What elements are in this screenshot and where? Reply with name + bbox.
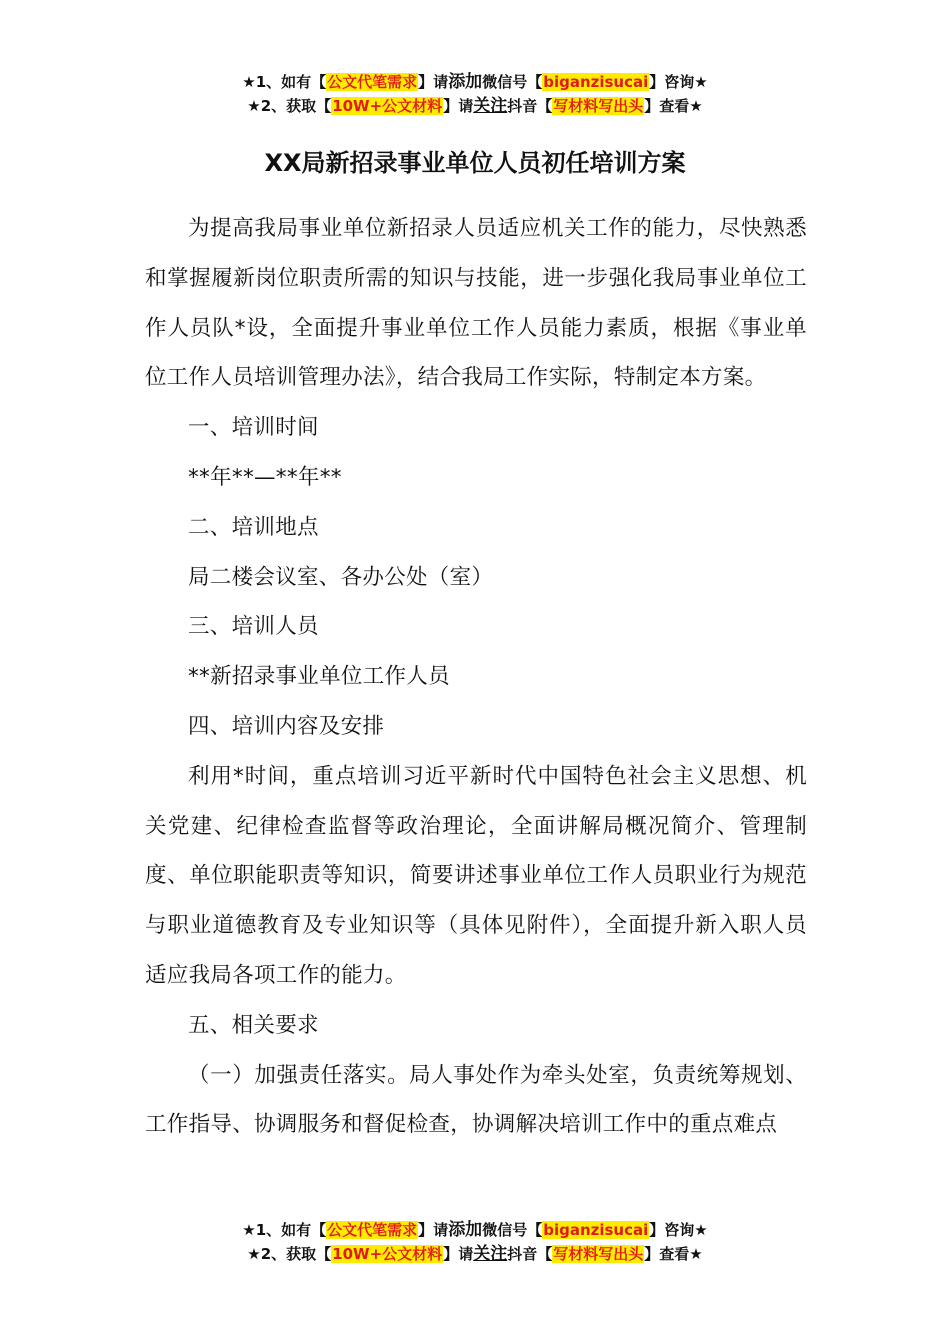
star-icon: ★: [694, 1221, 708, 1239]
highlight-text: 写材料写出头: [553, 1245, 644, 1263]
document-body: [145, 204, 807, 1150]
banner-line-1: ★1、如有【公文代笔需求】请添加微信号【biganzisucai】咨询★: [242, 72, 708, 92]
intro-paragraph: 为提高我局事业单位新招录人员适应机关工作的能力，尽快熟悉和掌握履新岗位职责所需的知识与技能，进一步强化我局事业单位工作人员队*设，全面提升事业单位工作人员能力素质，根据《事业单位工作人员培训管理办法》，结合我局工作实际，特制定本方案。: [145, 216, 807, 391]
training-participants: **新招录事业单位工作人员: [188, 664, 450, 690]
star-icon: ★: [247, 1245, 261, 1263]
highlight-text: 公文代笔需求: [327, 1221, 418, 1239]
footer-banner: [0, 1218, 950, 1266]
star-icon: ★: [689, 97, 703, 115]
highlight-text: 公文代笔需求: [327, 73, 418, 91]
star-icon: ★: [247, 97, 261, 115]
banner-line-2: ★2、获取【10W+公文材料】请关注抖音【写材料写出头】查看★: [247, 1244, 703, 1264]
wechat-id: biganzisucai: [543, 1221, 649, 1239]
banner-line-1: ★1、如有【公文代笔需求】请添加微信号【biganzisucai】咨询★: [242, 1220, 708, 1240]
star-icon: ★: [689, 1245, 703, 1263]
highlight-text: 10W+公文材料: [332, 97, 443, 115]
section-heading: 四、培训内容及安排: [188, 713, 385, 739]
section-heading: 五、相关要求: [188, 1012, 319, 1038]
section-heading: 三、培训人员: [188, 614, 319, 640]
wechat-id: biganzisucai: [543, 73, 649, 91]
training-location: 局二楼会议室、各办公处（室）: [188, 564, 494, 590]
requirement-paragraph: （一）加强责任落实。局人事处作为牵头处室，负责统筹规划、工作指导、协调服务和督促检查，协调解决培训工作中的重点难点: [145, 1062, 807, 1138]
training-content-paragraph: 利用*时间，重点培训习近平新时代中国特色社会主义思想、机关党建、纪律检查监督等政治理论，全面讲解局概况简介、管理制度、单位职能职责等知识，简要讲述事业单位工作人员职业行为规范与职业道德教育及专业知识等（具体见附件），全面提升新入职人员适应我局各项工作的能力。: [145, 763, 807, 988]
star-icon: ★: [242, 1221, 256, 1239]
highlight-text: 10W+公文材料: [332, 1245, 443, 1263]
section-heading: 一、培训时间: [188, 415, 319, 441]
highlight-text: 写材料写出头: [553, 97, 644, 115]
section-heading: 二、培训地点: [188, 514, 319, 540]
banner-line-2: ★2、获取【10W+公文材料】请关注抖音【写材料写出头】查看★: [247, 96, 703, 116]
star-icon: ★: [694, 73, 708, 91]
header-banner: [0, 70, 950, 118]
training-time: **年**—**年**: [188, 464, 342, 490]
document-title: XX局新招录事业单位人员初任培训方案: [264, 149, 686, 177]
star-icon: ★: [242, 73, 256, 91]
